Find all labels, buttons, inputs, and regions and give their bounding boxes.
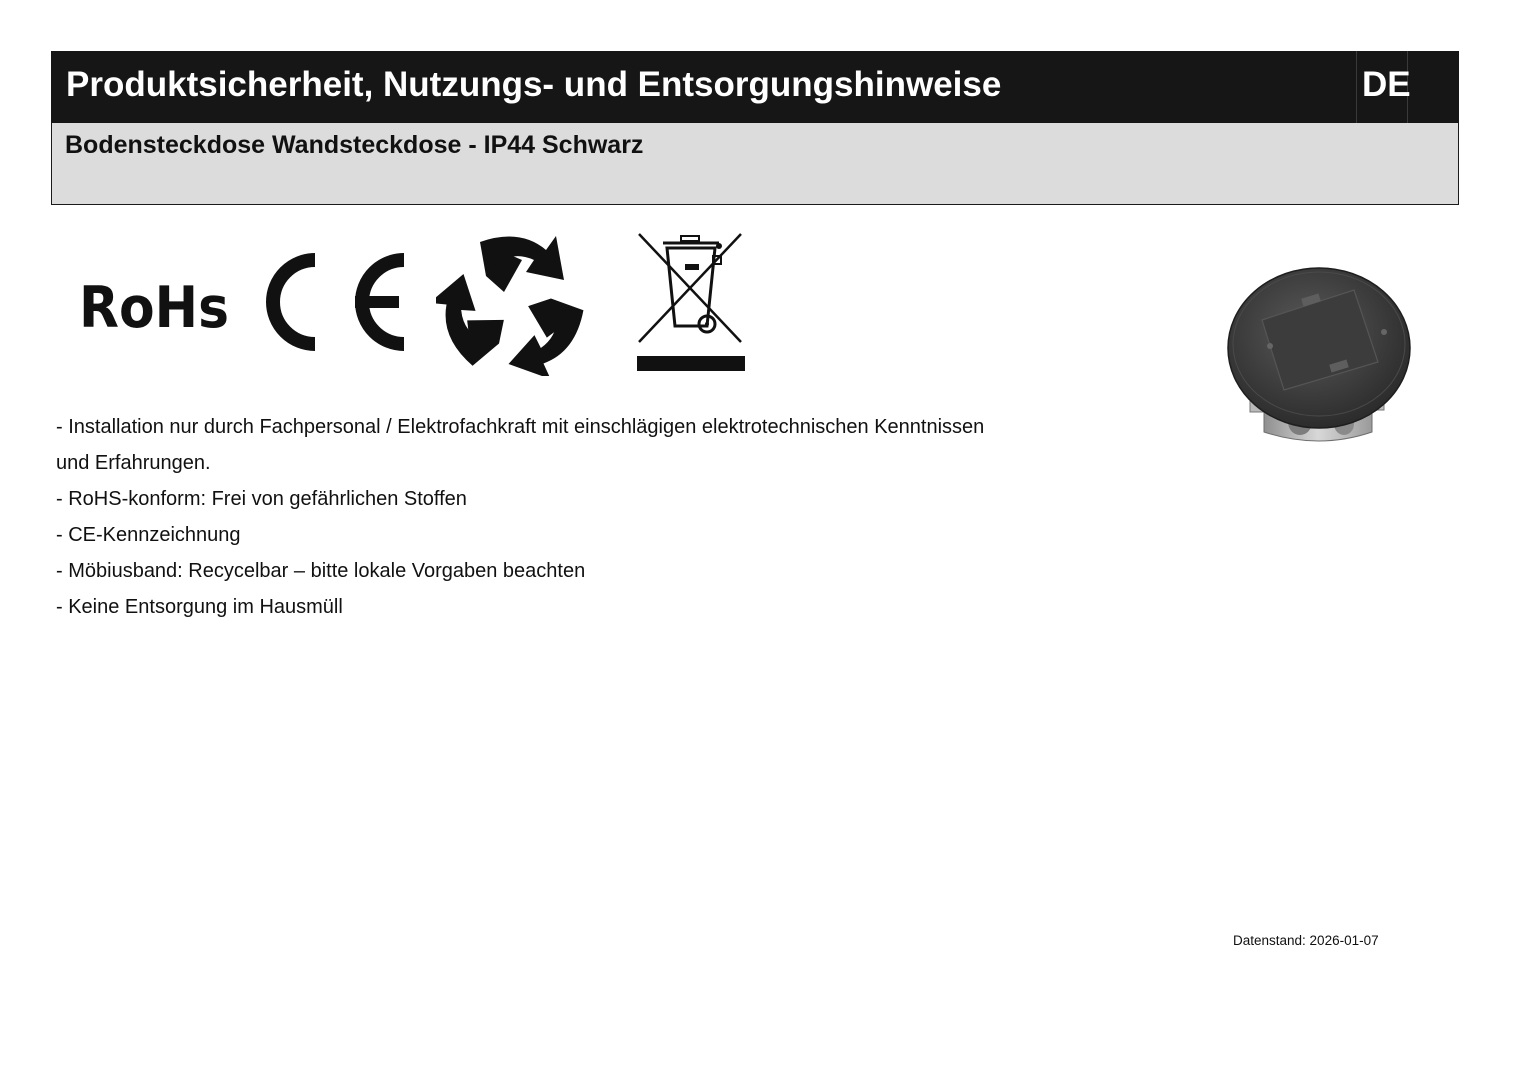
page-title: Produktsicherheit, Nutzungs- und Entsorgungshinweise	[66, 65, 1002, 104]
product-image	[1222, 262, 1416, 452]
note-line: und Erfahrungen.	[56, 452, 211, 474]
ce-mark-icon	[255, 248, 410, 356]
rohs-logo-text: RoHs	[79, 275, 229, 340]
note-line: - Keine Entsorgung im Hausmüll	[56, 596, 343, 618]
data-date: Datenstand: 2026-01-07	[1233, 933, 1379, 948]
crossed-out-wheelie-bin-icon	[633, 230, 749, 374]
product-name: Bodensteckdose Wandsteckdose - IP44 Schwarz	[65, 131, 644, 159]
note-line: - CE-Kennzeichnung	[56, 524, 241, 546]
rohs-logo	[75, 270, 235, 340]
header-bar	[51, 51, 1459, 123]
note-line: - RoHS-konform: Frei von gefährlichen Stoffen	[56, 488, 467, 510]
language-code: DE	[1362, 65, 1411, 104]
language-cell	[1356, 51, 1411, 123]
note-line: - Installation nur durch Fachpersonal / Elektrofachkraft mit einschlägigen elektrotechnischen Kenntnissen	[56, 416, 985, 438]
recycling-icon	[436, 228, 588, 376]
notes-list	[56, 409, 1156, 625]
product-bar	[51, 123, 1459, 205]
note-line: - Möbiusband: Recycelbar – bitte lokale Vorgaben beachten	[56, 560, 586, 582]
